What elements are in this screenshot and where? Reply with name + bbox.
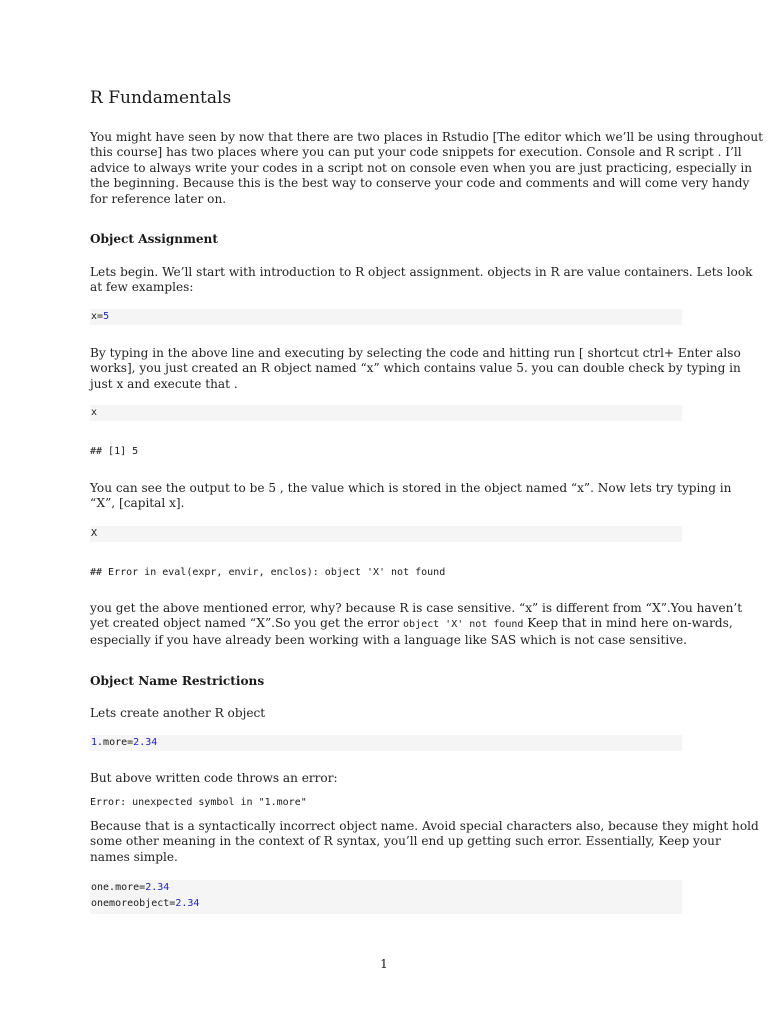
code-identifier: .more bbox=[97, 737, 128, 748]
text-line: Lets begin. We’ll start with introduction to R object assignment. objects in R are value containers. Lets look bbox=[90, 265, 753, 279]
text-line bbox=[90, 616, 733, 632]
intro-paragraph bbox=[90, 130, 763, 207]
text-line: names simple. bbox=[90, 849, 178, 864]
paragraph bbox=[90, 481, 732, 512]
error-message: Error: unexpected symbol in "1.more" bbox=[90, 797, 307, 808]
text-line: you get the above mentioned error, why? because R is case sensitive. “x” is different from “X”.You haven’t bbox=[90, 601, 743, 615]
code-output: ## [1] 5 bbox=[90, 446, 139, 457]
code-line: x bbox=[91, 407, 98, 418]
code-block bbox=[90, 405, 682, 421]
paragraph bbox=[90, 601, 743, 648]
page-number: 1 bbox=[380, 957, 388, 971]
paragraph bbox=[90, 819, 759, 865]
paragraph bbox=[90, 346, 741, 392]
code-identifier: onemoreobject bbox=[91, 898, 170, 909]
code-operator: = bbox=[97, 311, 104, 322]
code-number: 2.34 bbox=[175, 898, 200, 909]
code-line bbox=[91, 309, 681, 325]
code-block bbox=[90, 880, 682, 914]
code-line bbox=[91, 735, 681, 751]
text-fragment: Keep that in mind here on-wards, bbox=[523, 616, 733, 631]
text-line: You can see the output to be 5 , the value which is stored in the object named “x”. Now lets try typing in bbox=[90, 481, 732, 495]
inline-code: object 'X' not found bbox=[403, 619, 524, 631]
paragraph bbox=[90, 265, 753, 296]
text-line: But above written code throws an error: bbox=[90, 771, 338, 785]
paragraph bbox=[90, 771, 682, 786]
text-line: By typing in the above line and executing by selecting the code and hitting run [ shortcut ctrl+ Enter also bbox=[90, 346, 741, 360]
text-line: works], you just created an R object named “x” which contains value 5. you can double check by typing in bbox=[90, 361, 741, 376]
code-block bbox=[90, 735, 682, 751]
text-line: Lets create another R object bbox=[90, 706, 266, 720]
code-line: X bbox=[91, 528, 98, 539]
text-line: You might have seen by now that there are two places in Rstudio [The editor which we’ll be using throughout bbox=[90, 130, 763, 144]
text-line: at few examples: bbox=[90, 280, 194, 295]
text-line: just x and execute that . bbox=[90, 376, 238, 391]
code-line bbox=[91, 880, 681, 896]
text-line: for reference later on. bbox=[90, 191, 227, 206]
code-identifier: x bbox=[91, 311, 98, 322]
text-line: especially if you have already been working with a language like SAS which is not case sensitive. bbox=[90, 632, 688, 647]
text-line: advice to always write your codes in a script not on console even when you are just practicing, especially in bbox=[90, 160, 753, 175]
code-block bbox=[90, 526, 682, 542]
section-heading-object-name-restrictions: Object Name Restrictions bbox=[90, 674, 265, 688]
text-line: Because that is a syntactically incorrect object name. Avoid special characters also, because they might hold bbox=[90, 819, 759, 833]
code-operator: = bbox=[169, 898, 176, 909]
section-heading-object-assignment: Object Assignment bbox=[90, 232, 218, 246]
page-title: R Fundamentals bbox=[90, 88, 232, 108]
text-line: the beginning. Because this is the best way to conserve your code and comments and will come very handy bbox=[90, 176, 750, 191]
text-line: this course] has two places where you can put your code snippets for execution. Console and R script . I’ll bbox=[90, 145, 742, 160]
code-block bbox=[90, 309, 682, 325]
paragraph bbox=[90, 706, 682, 721]
code-identifier: one.more bbox=[91, 882, 140, 893]
code-number: 1 bbox=[91, 737, 98, 748]
code-number: 5 bbox=[103, 311, 110, 322]
code-operator: = bbox=[127, 737, 134, 748]
text-fragment: yet created object named “X”.So you get the error bbox=[90, 616, 404, 631]
code-number: 2.34 bbox=[145, 882, 170, 893]
code-output: ## Error in eval(expr, envir, enclos): object 'X' not found bbox=[90, 567, 446, 578]
code-line bbox=[91, 896, 681, 912]
text-line: “X”, [capital x]. bbox=[90, 496, 185, 511]
code-operator: = bbox=[139, 882, 146, 893]
text-line: some other meaning in the context of R syntax, you’ll end up getting such error. Essentially, Keep your bbox=[90, 834, 721, 849]
code-number: 2.34 bbox=[133, 737, 158, 748]
